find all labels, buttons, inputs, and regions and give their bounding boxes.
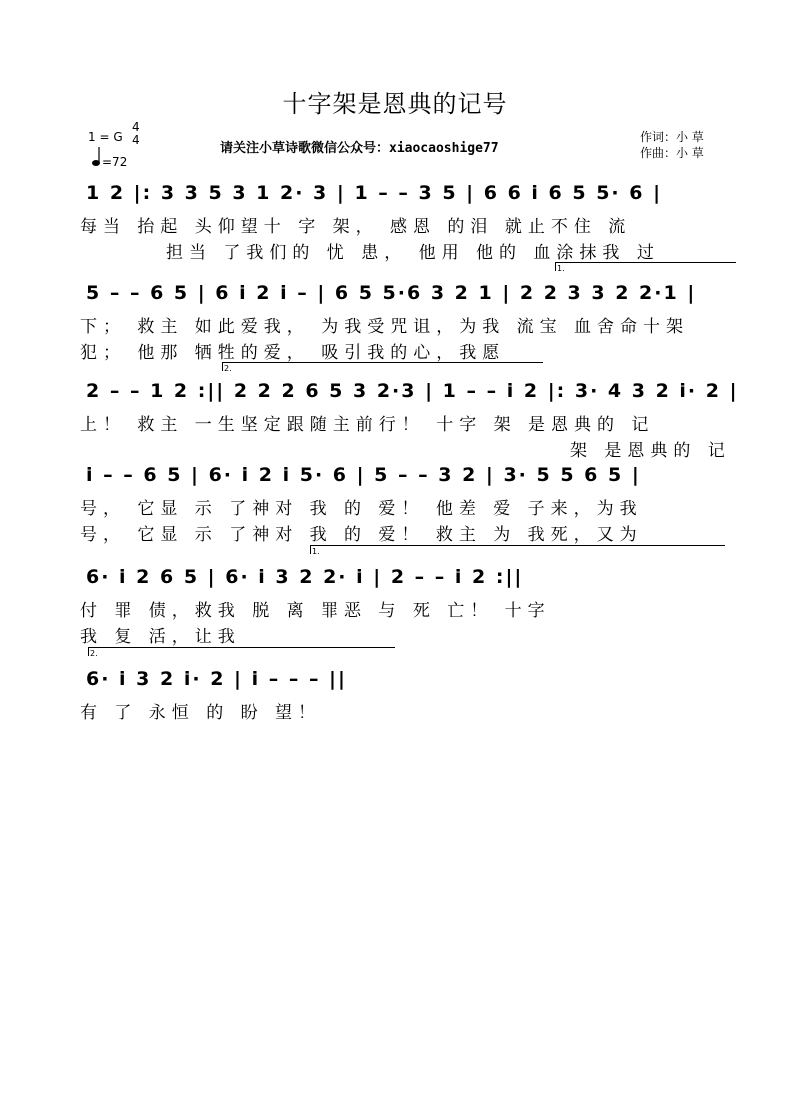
- notes-row-6: 6· i 3 2 i· 2 | i – – – ||: [86, 668, 347, 690]
- volta-bracket-4: [88, 647, 395, 656]
- notes-row-5: 6· i 2 6 5 | 6· i 3 2 2· i | 2 – – i 2 :||: [86, 566, 524, 588]
- time-sig-top: 4: [132, 120, 140, 134]
- volta-label: 1.: [312, 547, 320, 556]
- time-sig-bottom: 4: [132, 133, 140, 147]
- volta-label: 2.: [224, 364, 232, 373]
- volta-label: 2.: [90, 649, 98, 658]
- notes-row-2: 5 – – 6 5 | 6 i 2 i – | 6 5 5·6 3 2 1 | 2 2 3 3 2 2·1 |: [86, 282, 697, 304]
- volta-label: 1.: [557, 264, 565, 273]
- lyrics-row-2-verse-1: 下； 救主 如此爱我， 为我受咒诅，为我 流宝 血舍命十架: [80, 317, 690, 337]
- notes-row-1: 1 2 |: 3 3 5 3 1 2· 3 | 1 – – 3 5 | 6 6 i 6 5 5· 6 |: [86, 182, 663, 204]
- volta-bracket-1: [555, 262, 736, 271]
- lyrics-row-2-verse-2: 犯； 他那 牺牲的爱， 吸引我的心，我愿: [80, 343, 506, 363]
- lyrics-row-3-verse-2: 架 是恩典的 记: [570, 441, 731, 461]
- lyrics-row-1-verse-2: 担当 了我们的 忧 患， 他用 他的 血涂抹我 过: [166, 243, 660, 263]
- volta-bracket-2: [222, 362, 543, 371]
- lyrics-row-4-verse-2: 号， 它显 示 了神对 我 的 爱！ 救主 为 我死，又为: [80, 525, 643, 545]
- key-signature: 1 = G: [88, 130, 123, 144]
- lyrics-row-4-verse-1: 号， 它显 示 了神对 我 的 爱！ 他差 爱 子来，为我: [80, 499, 643, 519]
- composer: 作曲：小 草: [640, 146, 704, 160]
- lyrics-row-5-verse-2: 我 复 活，让我: [80, 627, 241, 647]
- tempo: =72: [102, 155, 128, 169]
- lyrics-row-1-verse-1: 每当 抬起 头仰望十 字 架， 感恩 的泪 就止不住 流: [80, 217, 632, 237]
- lyrics-row-3-verse-1: 上！ 救主 一生坚定跟随主前行！ 十字 架 是恩典的 记: [80, 415, 655, 435]
- lyrics-row-5-verse-1: 付 罪 债，救我 脱 离 罪恶 与 死 亡！ 十字: [80, 601, 551, 621]
- notes-row-4: i – – 6 5 | 6· i 2 i 5· 6 | 5 – – 3 2 | 3· 5 5 6 5 |: [86, 464, 641, 486]
- time-signature: [132, 121, 140, 147]
- quarter-note-icon: [92, 146, 102, 172]
- song-title: 十字架是恩典的记号: [282, 90, 508, 118]
- promo-text: 请关注小草诗歌微信公众号：xiaocaoshige77: [220, 141, 499, 156]
- lyricist: 作词：小 草: [640, 130, 704, 144]
- notes-row-3: 2 – – 1 2 :|| 2 2 2 6 5 3 2·3 | 1 – – i 2 |: 3· 4 3 2 i· 2 |: [86, 380, 739, 402]
- volta-bracket-3: [310, 545, 725, 554]
- lyrics-row-6-verse-1: 有 了 永恒 的 盼 望！: [80, 703, 322, 723]
